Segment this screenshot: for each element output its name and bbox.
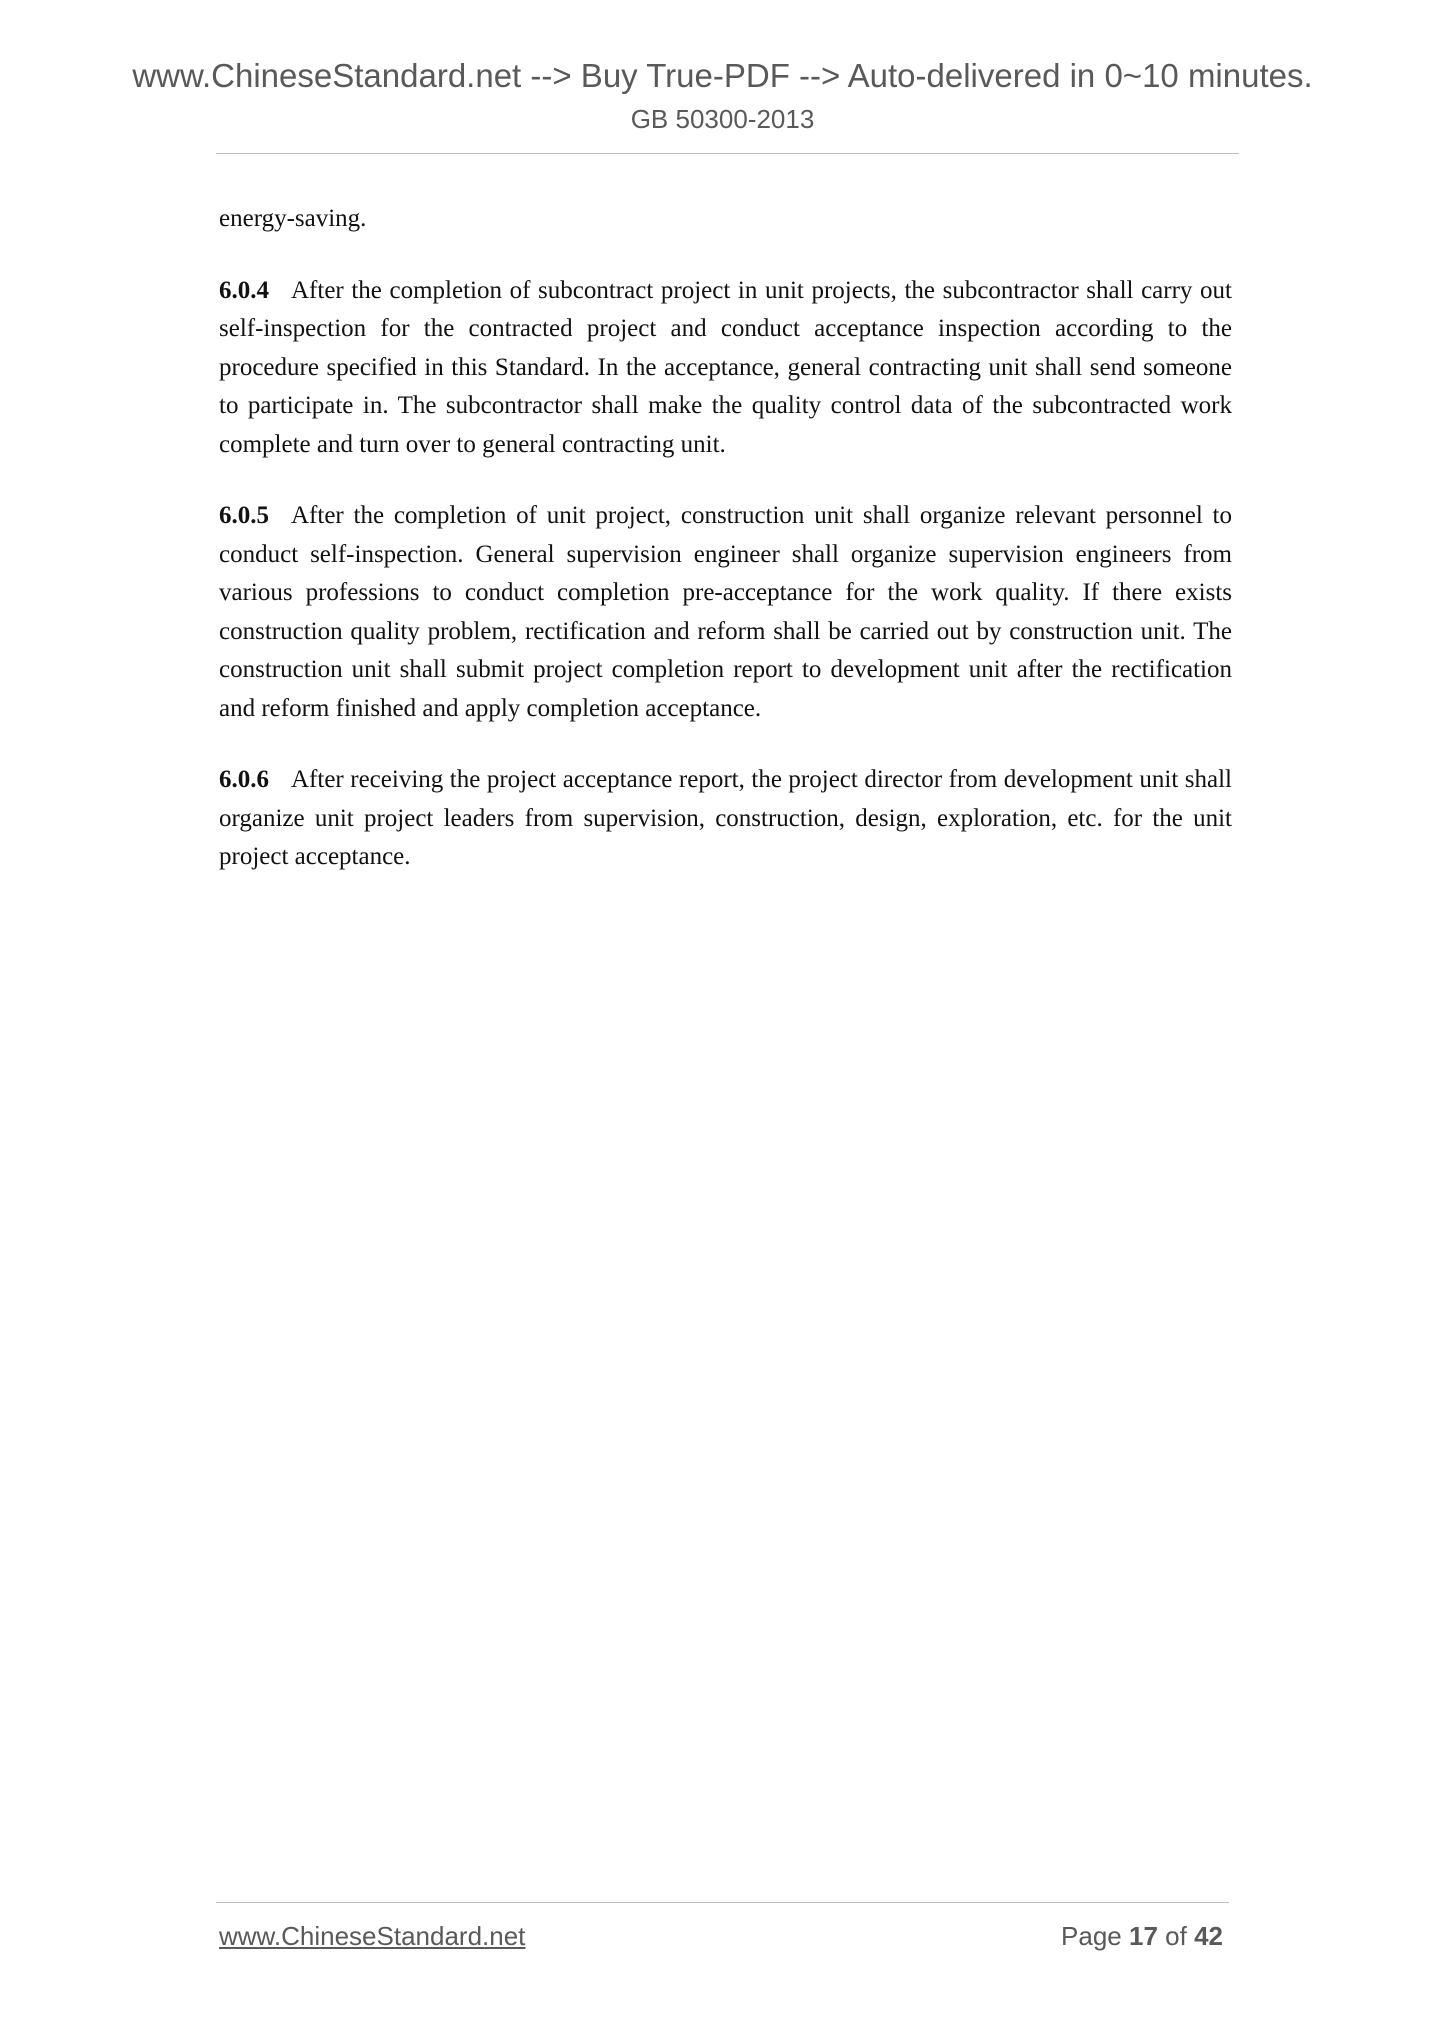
- clause-text: After the completion of unit project, construction unit shall organize relevant personnel to conduct self-inspection. General supervision engineer shall organize supervision engineers from various professions to conduct completion pre-acceptance for the work quality. If there exists construction quality problem, rectification and reform shall be carried out by construction unit. The construction unit shall submit project completion report to development unit after the rectification and reform finished and apply completion acceptance.: [219, 502, 1232, 722]
- standard-code: GB 50300-2013: [630, 104, 815, 134]
- clause-6-0-6: [219, 761, 1232, 877]
- document-body: [219, 200, 1232, 910]
- clause-number: 6.0.5: [219, 502, 269, 529]
- clause-number: 6.0.4: [219, 276, 269, 304]
- header-divider: [216, 153, 1239, 154]
- page-total: 42: [1194, 1921, 1223, 1951]
- lead-fragment: energy-saving.: [219, 205, 367, 232]
- page-current: 17: [1129, 1921, 1158, 1951]
- footer-site-link[interactable]: www.ChineseStandard.net: [219, 1921, 526, 1951]
- clause-6-0-4: [219, 272, 1232, 465]
- page-of: of: [1165, 1921, 1187, 1951]
- clause-6-0-5: [219, 497, 1232, 728]
- footer-divider: [216, 1902, 1229, 1903]
- page-indicator: [1061, 1920, 1223, 1952]
- clause-number: 6.0.6: [219, 766, 269, 793]
- page-prefix: Page: [1061, 1921, 1122, 1951]
- header-banner: www.ChineseStandard.net --> Buy True-PDF --> Auto-delivered in 0~10 minutes.: [132, 57, 1313, 94]
- clause-text: After the completion of subcontract project in unit projects, the subcontractor shall carry out self-inspection for the contracted project and conduct acceptance inspection according to the procedure specified in this Standard. In the acceptance, general contracting unit shall send someone to participate in. The subcontractor shall make the quality control data of the subcontracted work complete and turn over to general contracting unit.: [219, 276, 1232, 458]
- clause-text: After receiving the project acceptance report, the project director from development unit shall organize unit project leaders from supervision, construction, design, exploration, etc. for the unit project acceptance.: [219, 766, 1232, 870]
